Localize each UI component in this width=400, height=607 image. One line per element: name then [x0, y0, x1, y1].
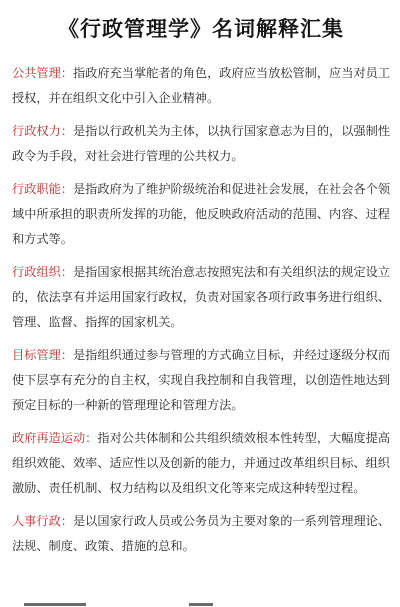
definition: 是指组织通过参与管理的方式确立目标，并经过逐级分权而使下层享有充分的自主权，实现自我控制和自我管理，以创造性地达到预定目标的一种新的管理理论和管理方法。: [12, 348, 391, 412]
term-separator: ：: [60, 265, 73, 279]
definition: 指政府充当掌舵者的角色，政府应当放松管制，应当对员工授权，并在组织文化中引入企业精神。: [12, 66, 391, 105]
definition: 指对公共体制和公共组织绩效根本性转型，大幅度提高组织效能、效率、适应性以及创新的能力，并通过改革组织目标、组织激励、责任机制、权力结构以及组织文化等来完成这种转型过程。: [12, 431, 391, 495]
entry-renshi-xingzheng: [12, 509, 390, 559]
term-separator: ：: [60, 348, 73, 362]
entry-xingzheng-quanli: [12, 119, 390, 169]
term: 政府再造运动: [12, 431, 86, 445]
entry-xingzheng-zuzhi: [12, 260, 390, 335]
definition: 是指国家根据其统治意志按照宪法和有关组织法的规定设立的，依法享有并运用国家行政权，负责对国家各项行政事务进行组织、管理、监督、指挥的国家机关。: [12, 265, 391, 329]
definition: 是指以行政机关为主体，以执行国家意志为目的，以强制性政令为手段，对社会进行管理的公共权力。: [12, 124, 391, 163]
term-separator: ：: [60, 66, 73, 80]
cropped-footer: [0, 599, 400, 607]
term: 行政职能: [12, 182, 61, 196]
term-separator: ：: [60, 124, 73, 138]
term: 公共管理: [12, 66, 61, 80]
entry-zhengfu-zaizao: [12, 426, 390, 501]
term: 行政权力: [12, 124, 61, 138]
entry-gonggong-guanli: [12, 61, 390, 111]
term-separator: ：: [60, 514, 73, 528]
term: 人事行政: [12, 514, 61, 528]
entry-mubiao-guanli: [12, 343, 390, 418]
term: 目标管理: [12, 348, 61, 362]
definition: 是以国家行政人员或公务员为主要对象的一系列管理理论、法规、制度、政策、措施的总和。: [12, 514, 391, 553]
definition: 是指政府为了维护阶级统治和促进社会发展，在社会各个领域中所承担的职责所发挥的功能，他反映政府活动的范围、内容、过程和方式等。: [12, 182, 391, 246]
term-separator: ：: [85, 431, 98, 445]
term-separator: ：: [60, 182, 73, 196]
cropped-footer-text-right: [189, 603, 213, 606]
page-title: 《行政管理学》名词解释汇集: [58, 16, 344, 41]
entry-xingzheng-zhineng: [12, 177, 390, 252]
cropped-footer-text-left: [24, 603, 86, 606]
term: 行政组织: [12, 265, 61, 279]
